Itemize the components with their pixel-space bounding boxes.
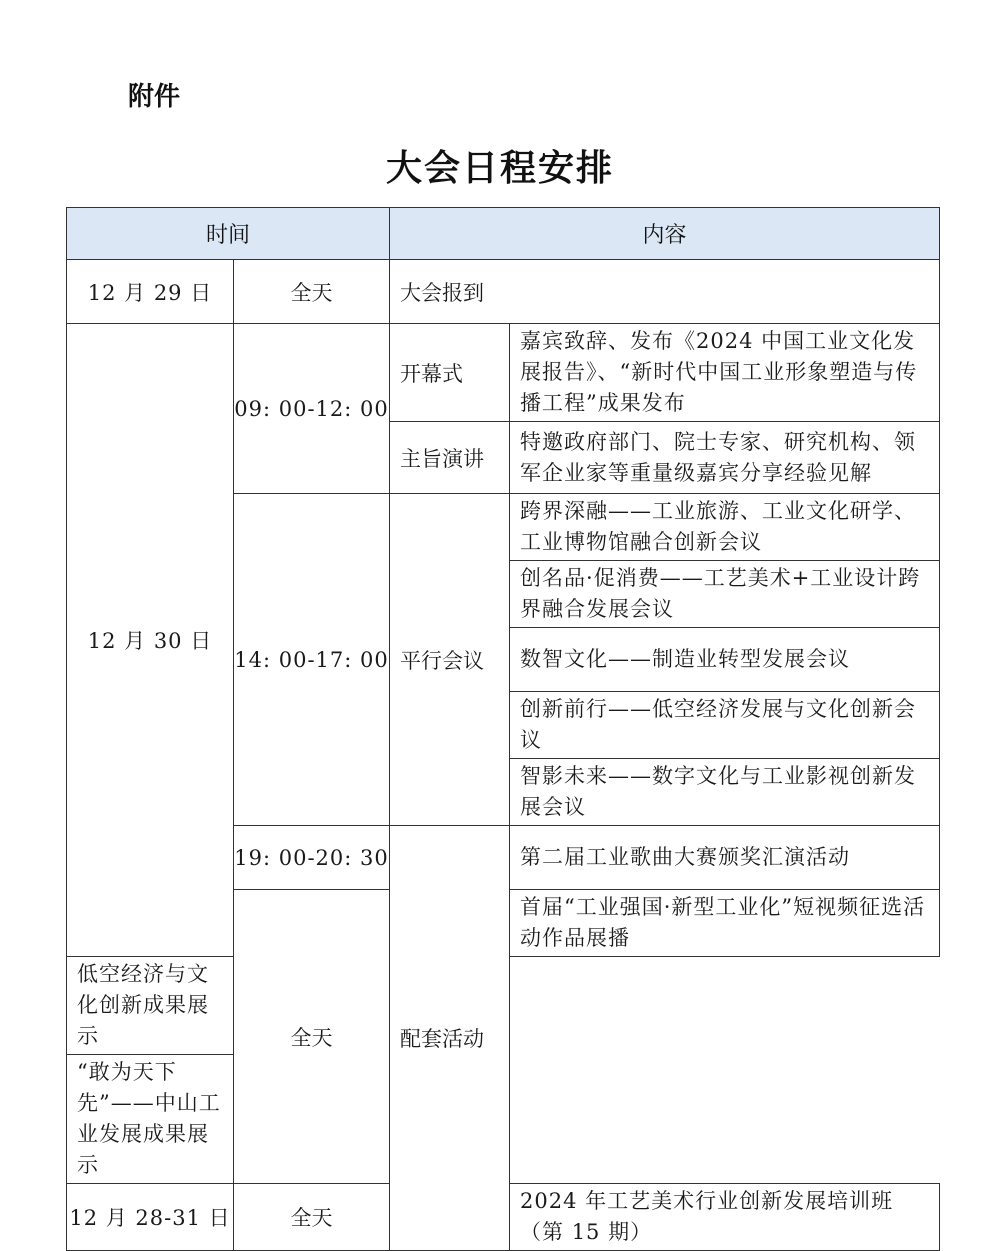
content-cell: 低空经济与文化创新成果展示: [67, 957, 234, 1055]
table-header-row: [67, 208, 940, 260]
time-cell: 全天: [234, 260, 390, 324]
content-cell: 跨界深融——工业旅游、工业文化研学、工业博物馆融合创新会议: [510, 494, 940, 561]
content-cell: 第二届工业歌曲大赛颁奖汇演活动: [510, 826, 940, 890]
page-title: 大会日程安排: [385, 147, 614, 189]
content-cell: 数智文化——制造业转型发展会议: [510, 628, 940, 692]
date-cell: 12 月 30 日: [67, 324, 234, 957]
header-content: 内容: [390, 208, 940, 260]
table-row: [67, 324, 940, 422]
session-label: 配套活动: [390, 826, 510, 1251]
content-cell: “敢为天下先”——中山工业发展成果展示: [67, 1055, 234, 1184]
content-cell: 大会报到: [390, 260, 940, 324]
time-cell: 全天: [234, 890, 390, 1184]
content-cell: 创名品·促消费——工艺美术+工业设计跨界融合发展会议: [510, 561, 940, 628]
content-cell: 智影未来——数字文化与工业影视创新发展会议: [510, 759, 940, 826]
session-label: 平行会议: [390, 494, 510, 826]
content-cell: 嘉宾致辞、发布《2024 中国工业文化发展报告》、“新时代中国工业形象塑造与传播工程”成果发布: [510, 324, 940, 422]
session-label: 开幕式: [390, 324, 510, 422]
content-cell: 2024 年工艺美术行业创新发展培训班（第 15 期）: [510, 1184, 940, 1251]
session-label: 主旨演讲: [390, 422, 510, 494]
content-cell: 特邀政府部门、院士专家、研究机构、领军企业家等重量级嘉宾分享经验见解: [510, 422, 940, 494]
header-time: 时间: [67, 208, 390, 260]
time-cell: 14: 00-17: 00: [234, 494, 390, 826]
attachment-label: 附件: [128, 82, 181, 112]
schedule-table: [66, 207, 940, 1251]
content-cell: 首届“工业强国·新型工业化”短视频征选活动作品展播: [510, 890, 940, 957]
time-cell: 09: 00-12: 00: [234, 324, 390, 494]
table-row: [67, 260, 940, 324]
time-cell: 全天: [234, 1184, 390, 1251]
time-cell: 19: 00-20: 30: [234, 826, 390, 890]
content-cell: 创新前行——低空经济发展与文化创新会议: [510, 692, 940, 759]
date-cell: 12 月 28-31 日: [67, 1184, 234, 1251]
date-cell: 12 月 29 日: [67, 260, 234, 324]
